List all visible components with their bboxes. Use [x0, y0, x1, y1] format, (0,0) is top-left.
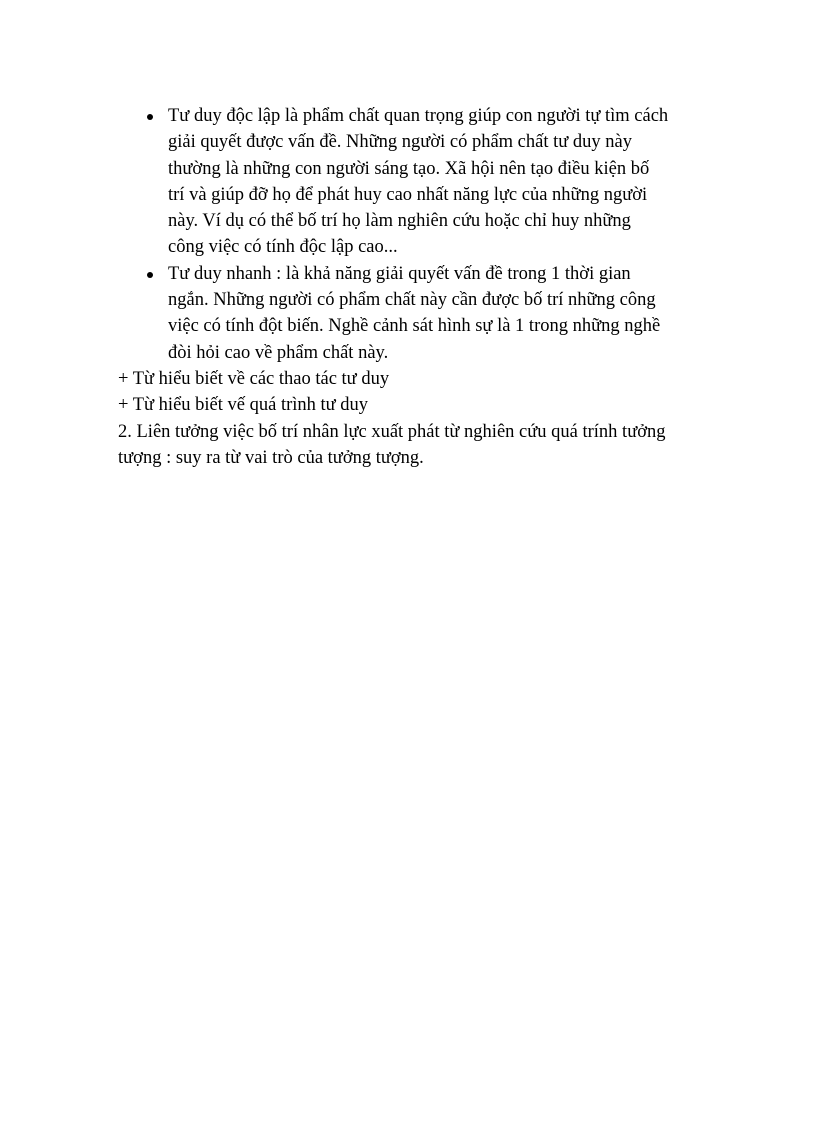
text-line: này. Ví dụ có thể bố trí họ làm nghiên cứu hoặc chỉ huy những [168, 211, 631, 232]
text-line: việc có tính đột biến. Nghề cảnh sát hình sự là 1 trong những nghề [168, 316, 661, 337]
text-line: Tư duy nhanh : là khả năng giải quyết vấn đề trong 1 thời gian [168, 263, 631, 284]
plus-item-thinking-process: + Từ hiểu biết vế quá trình tư duy [118, 395, 369, 416]
text-line: Tư duy độc lập là phẩm chất quan trọng giúp con người tự tìm cách [168, 106, 669, 126]
text-line: đòi hỏi cao về phẩm chất này. [168, 342, 389, 363]
bullet-list [118, 103, 708, 366]
text-line: giải quyết được vấn đề. Những người có phẩm chất tư duy này [168, 132, 632, 153]
text-line: thường là những con người sáng tạo. Xã hội nên tạo điều kiện bố [168, 158, 650, 179]
section-paragraph [118, 419, 708, 472]
document-body [118, 103, 708, 471]
bullet-dot-icon [147, 114, 153, 120]
bullet-dot-icon [147, 272, 153, 278]
text-line: 2. Liên tưởng việc bố trí nhân lực xuất phát từ nghiên cứu quá trính tưởng [118, 421, 666, 442]
list-item [118, 103, 708, 261]
plus-item-thinking-operations: + Từ hiểu biết về các thao tác tư duy [118, 368, 390, 389]
text-line: công việc có tính độc lập cao... [168, 237, 398, 258]
text-line: tượng : suy ra từ vai trò của tưởng tượng. [118, 447, 424, 468]
text-line: ngắn. Những người có phẩm chất này cần được bố trí những công [168, 290, 656, 311]
text-line: trí và giúp đỡ họ để phát huy cao nhất năng lực của những người [168, 184, 648, 205]
list-item [118, 261, 708, 366]
